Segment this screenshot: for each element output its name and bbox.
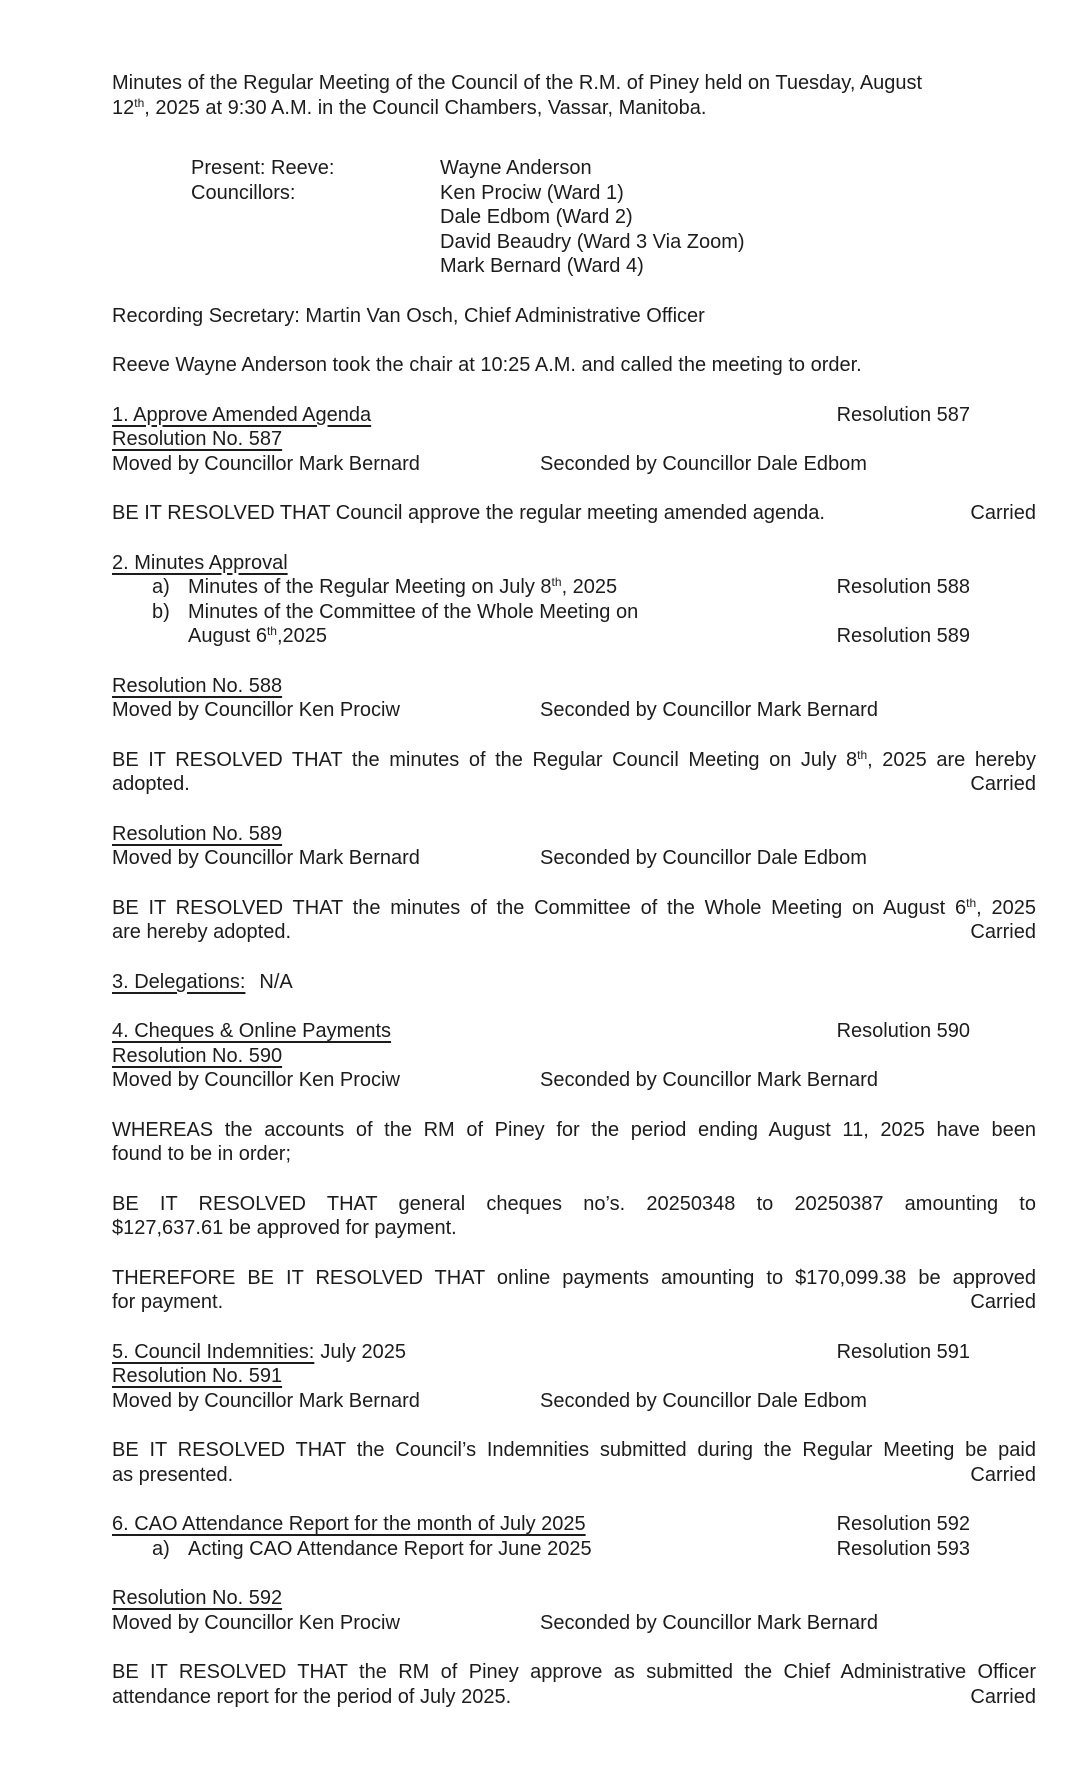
intro-text-2: , 2025 at 9:30 A.M. in the Council Chambers, Vassar, Manitoba. (144, 96, 707, 119)
resolution-592-seconded-by: Seconded by Councillor Mark Bernard (540, 1611, 878, 1634)
councillor-name: Mark Bernard (Ward 4) (440, 255, 644, 277)
resolution-590-number-row (112, 1044, 1036, 1069)
resolution-591-movers-row (112, 1389, 1036, 1414)
resolution-592-moved-by: Moved by Councillor Ken Prociw (112, 1611, 400, 1634)
section-5-heading-row (112, 1340, 1036, 1365)
resolution-592-body (112, 1660, 1036, 1709)
item-a-ordinal: th (551, 575, 562, 589)
resolution-587-seconded-by: Seconded by Councillor Dale Edbom (540, 452, 867, 475)
resolution-589-text-2: are hereby adopted. (112, 921, 292, 943)
resolution-591-number-row (112, 1364, 1036, 1389)
section-5-resolution-ref: Resolution 591 (836, 1340, 970, 1363)
therefore-line-1 (112, 1266, 1036, 1291)
section-6 (112, 1512, 1036, 1561)
resolution-589-seconded-by: Seconded by Councillor Dale Edbom (540, 847, 867, 869)
councillors-label: Councillors: (191, 181, 296, 204)
resolution-592-body-line-1 (112, 1660, 1036, 1685)
resolved-text-1: BE IT RESOLVED THAT general cheques no’s. 20250348 to 20250387 amounting to (112, 1192, 1036, 1215)
attendance-row (112, 254, 1036, 279)
whereas-text-2: found to be in order; (112, 1143, 292, 1165)
resolution-588-text: BE IT RESOLVED THAT the minutes of the Regular Council Meeting on July 8 (112, 748, 858, 771)
resolution-589-movers-row (112, 846, 1036, 871)
resolution-589-body (112, 896, 1036, 945)
recording-secretary-text: Recording Secretary: Martin Van Osch, Chief Administrative Officer (112, 304, 705, 327)
resolution-588-block (112, 674, 1036, 723)
section-6-heading: 6. CAO Attendance Report for the month of July 2025 (112, 1513, 586, 1535)
call-to-order-text: Reeve Wayne Anderson took the chair at 10:25 A.M. and called the meeting to order. (112, 354, 862, 376)
section-3-value: N/A (259, 970, 293, 993)
resolution-588-number-row (112, 674, 1036, 699)
resolution-588-moved-by: Moved by Councillor Ken Prociw (112, 699, 400, 721)
reeve-name: Wayne Anderson (440, 157, 592, 179)
section-6-item-a-resolution-ref: Resolution 593 (836, 1537, 970, 1560)
section-3-heading-row (112, 970, 1036, 995)
section-2-heading-row (112, 551, 1036, 576)
section-5-heading: 5. Council Indemnities: (112, 1340, 315, 1363)
resolution-590-moved-by: Moved by Councillor Ken Prociw (112, 1069, 400, 1091)
item-a-resolution-ref: Resolution 588 (836, 576, 970, 598)
section-6-item-a-text: Acting CAO Attendance Report for June 2025 (188, 1537, 592, 1560)
section-1-heading-row (112, 403, 1036, 428)
intro-date-ordinal: th (134, 95, 145, 110)
therefore-line-2 (112, 1290, 1036, 1315)
resolution-590-therefore (112, 1266, 1036, 1315)
section-1 (112, 403, 1036, 477)
resolution-590-whereas (112, 1118, 1036, 1167)
item-a-text-end: , 2025 (561, 576, 618, 598)
whereas-text-1: WHEREAS the accounts of the RM of Piney for the period ending August 11, 2025 have been (112, 1118, 1036, 1141)
resolution-587-movers-row (112, 452, 1036, 477)
item-b-marker: b) (152, 600, 170, 623)
item-b-ordinal: th (266, 624, 277, 638)
resolution-592-body-line-2 (112, 1685, 1036, 1710)
section-6-resolution-ref: Resolution 592 (836, 1513, 970, 1535)
councillor-name: Dale Edbom (Ward 2) (440, 206, 633, 228)
intro-date-number: 12 (112, 96, 135, 119)
section-2-item-b-line-1 (112, 600, 1036, 625)
attendance-row (112, 230, 1036, 255)
attendance-row (112, 181, 1036, 206)
section-6-item-a-marker: a) (152, 1537, 170, 1560)
section-2-item-a (112, 575, 1036, 600)
resolution-592-text: BE IT RESOLVED THAT the RM of Piney approve as submitted the Chief Administrative Officer (112, 1661, 1036, 1683)
section-1-heading: 1. Approve Amended Agenda (112, 403, 372, 426)
present-reeve-label: Present: Reeve: (191, 157, 335, 179)
resolution-592-movers-row (112, 1611, 1036, 1636)
resolved-text-2: $127,637.61 be approved for payment. (112, 1217, 457, 1239)
resolution-590-carried: Carried (970, 1291, 1036, 1313)
resolution-590-resolved (112, 1192, 1036, 1241)
resolution-588-ordinal: th (857, 747, 868, 762)
resolution-588-carried: Carried (970, 773, 1036, 795)
resolution-587-text: BE IT RESOLVED THAT Council approve the regular meeting amended agenda. (112, 502, 825, 524)
resolution-588-body (112, 748, 1036, 797)
resolution-587-carried: Carried (970, 502, 1036, 524)
item-a-marker: a) (152, 576, 170, 598)
resolution-589-body-line-1 (112, 896, 1036, 921)
resolution-589-text: BE IT RESOLVED THAT the minutes of the Committee of the Whole Meeting on August 6 (112, 896, 967, 919)
resolution-588-text-2: adopted. (112, 773, 190, 795)
resolution-591-body-line-2 (112, 1463, 1036, 1488)
intro-line-1 (112, 71, 1036, 96)
resolution-589-moved-by: Moved by Councillor Mark Bernard (112, 847, 420, 869)
resolution-587-number-row (112, 427, 1036, 452)
section-6-heading-row (112, 1512, 1036, 1537)
resolution-592-text-2: attendance report for the period of July 2025. (112, 1685, 512, 1708)
attendance-row (112, 205, 1036, 230)
item-b-date-end: ,2025 (276, 625, 328, 647)
resolution-591-body (112, 1438, 1036, 1487)
resolution-589-body-line-2 (112, 920, 1036, 945)
attendance-row (112, 156, 1036, 181)
recording-secretary-line (112, 304, 1036, 329)
resolution-589-ordinal: th (966, 895, 977, 910)
section-2-heading: 2. Minutes Approval (112, 551, 288, 574)
item-b-resolution-ref: Resolution 589 (836, 625, 970, 647)
resolution-591-moved-by: Moved by Councillor Mark Bernard (112, 1389, 420, 1412)
resolution-589-block (112, 822, 1036, 871)
resolution-591-number: Resolution No. 591 (112, 1365, 283, 1387)
section-1-resolution-ref: Resolution 587 (836, 403, 970, 426)
resolution-592-number: Resolution No. 592 (112, 1587, 283, 1609)
whereas-line-1 (112, 1118, 1036, 1143)
resolution-589-number-row (112, 822, 1036, 847)
intro-paragraph (112, 71, 1036, 120)
resolution-592-number-row (112, 1586, 1036, 1611)
resolution-592-block (112, 1586, 1036, 1635)
resolution-589-number: Resolution No. 589 (112, 822, 283, 845)
attendance-block (112, 156, 1036, 279)
councillor-name: Ken Prociw (Ward 1) (440, 181, 624, 204)
resolution-588-body-line-1 (112, 748, 1036, 773)
call-to-order-line (112, 353, 1036, 378)
resolution-588-movers-row (112, 698, 1036, 723)
item-a-text: Minutes of the Regular Meeting on July 8 (188, 576, 552, 598)
whereas-line-2 (112, 1142, 1036, 1167)
section-3-heading: 3. Delegations: (112, 970, 246, 993)
resolved-line-2 (112, 1216, 1036, 1241)
councillor-name: David Beaudry (Ward 3 Via Zoom) (440, 230, 745, 253)
section-2 (112, 551, 1036, 649)
resolution-588-number: Resolution No. 588 (112, 674, 283, 697)
item-b-date: August 6 (188, 625, 267, 647)
resolution-587-number: Resolution No. 587 (112, 428, 283, 450)
resolution-590-seconded-by: Seconded by Councillor Mark Bernard (540, 1069, 878, 1091)
resolution-590-movers-row (112, 1068, 1036, 1093)
resolution-589-text-end: , 2025 (976, 896, 1036, 919)
resolution-587-moved-by: Moved by Councillor Mark Bernard (112, 452, 420, 475)
intro-text-1: Minutes of the Regular Meeting of the Council of the R.M. of Piney held on Tuesday, August (112, 72, 923, 94)
resolution-590-number: Resolution No. 590 (112, 1044, 283, 1067)
section-4 (112, 1019, 1036, 1093)
intro-line-2 (112, 96, 1036, 121)
resolution-591-text-2: as presented. (112, 1463, 234, 1486)
section-4-resolution-ref: Resolution 590 (836, 1020, 970, 1042)
resolution-587-body (112, 501, 1036, 526)
resolved-line-1 (112, 1192, 1036, 1217)
section-5-heading-period: July 2025 (320, 1340, 406, 1363)
section-4-heading-row (112, 1019, 1036, 1044)
therefore-text-2: for payment. (112, 1291, 224, 1313)
resolution-591-body-line-1 (112, 1438, 1036, 1463)
section-4-heading: 4. Cheques & Online Payments (112, 1020, 392, 1042)
resolution-588-text-end: , 2025 are hereby (867, 748, 1037, 771)
item-b-text: Minutes of the Committee of the Whole Meeting on (188, 600, 639, 623)
therefore-text-1: THEREFORE BE IT RESOLVED THAT online payments amounting to $170,099.38 be approved (112, 1266, 1036, 1289)
section-6-item-a (112, 1537, 1036, 1562)
resolution-589-carried: Carried (970, 921, 1036, 943)
resolution-588-body-line-2 (112, 772, 1036, 797)
resolution-588-seconded-by: Seconded by Councillor Mark Bernard (540, 699, 878, 721)
resolution-591-seconded-by: Seconded by Councillor Dale Edbom (540, 1389, 867, 1412)
resolution-591-text: BE IT RESOLVED THAT the Council’s Indemnities submitted during the Regular Meeting be paid (112, 1439, 1036, 1461)
resolution-591-carried: Carried (970, 1463, 1036, 1486)
section-5 (112, 1340, 1036, 1414)
resolution-592-carried: Carried (970, 1685, 1036, 1708)
section-2-item-b-line-2 (112, 624, 1036, 649)
